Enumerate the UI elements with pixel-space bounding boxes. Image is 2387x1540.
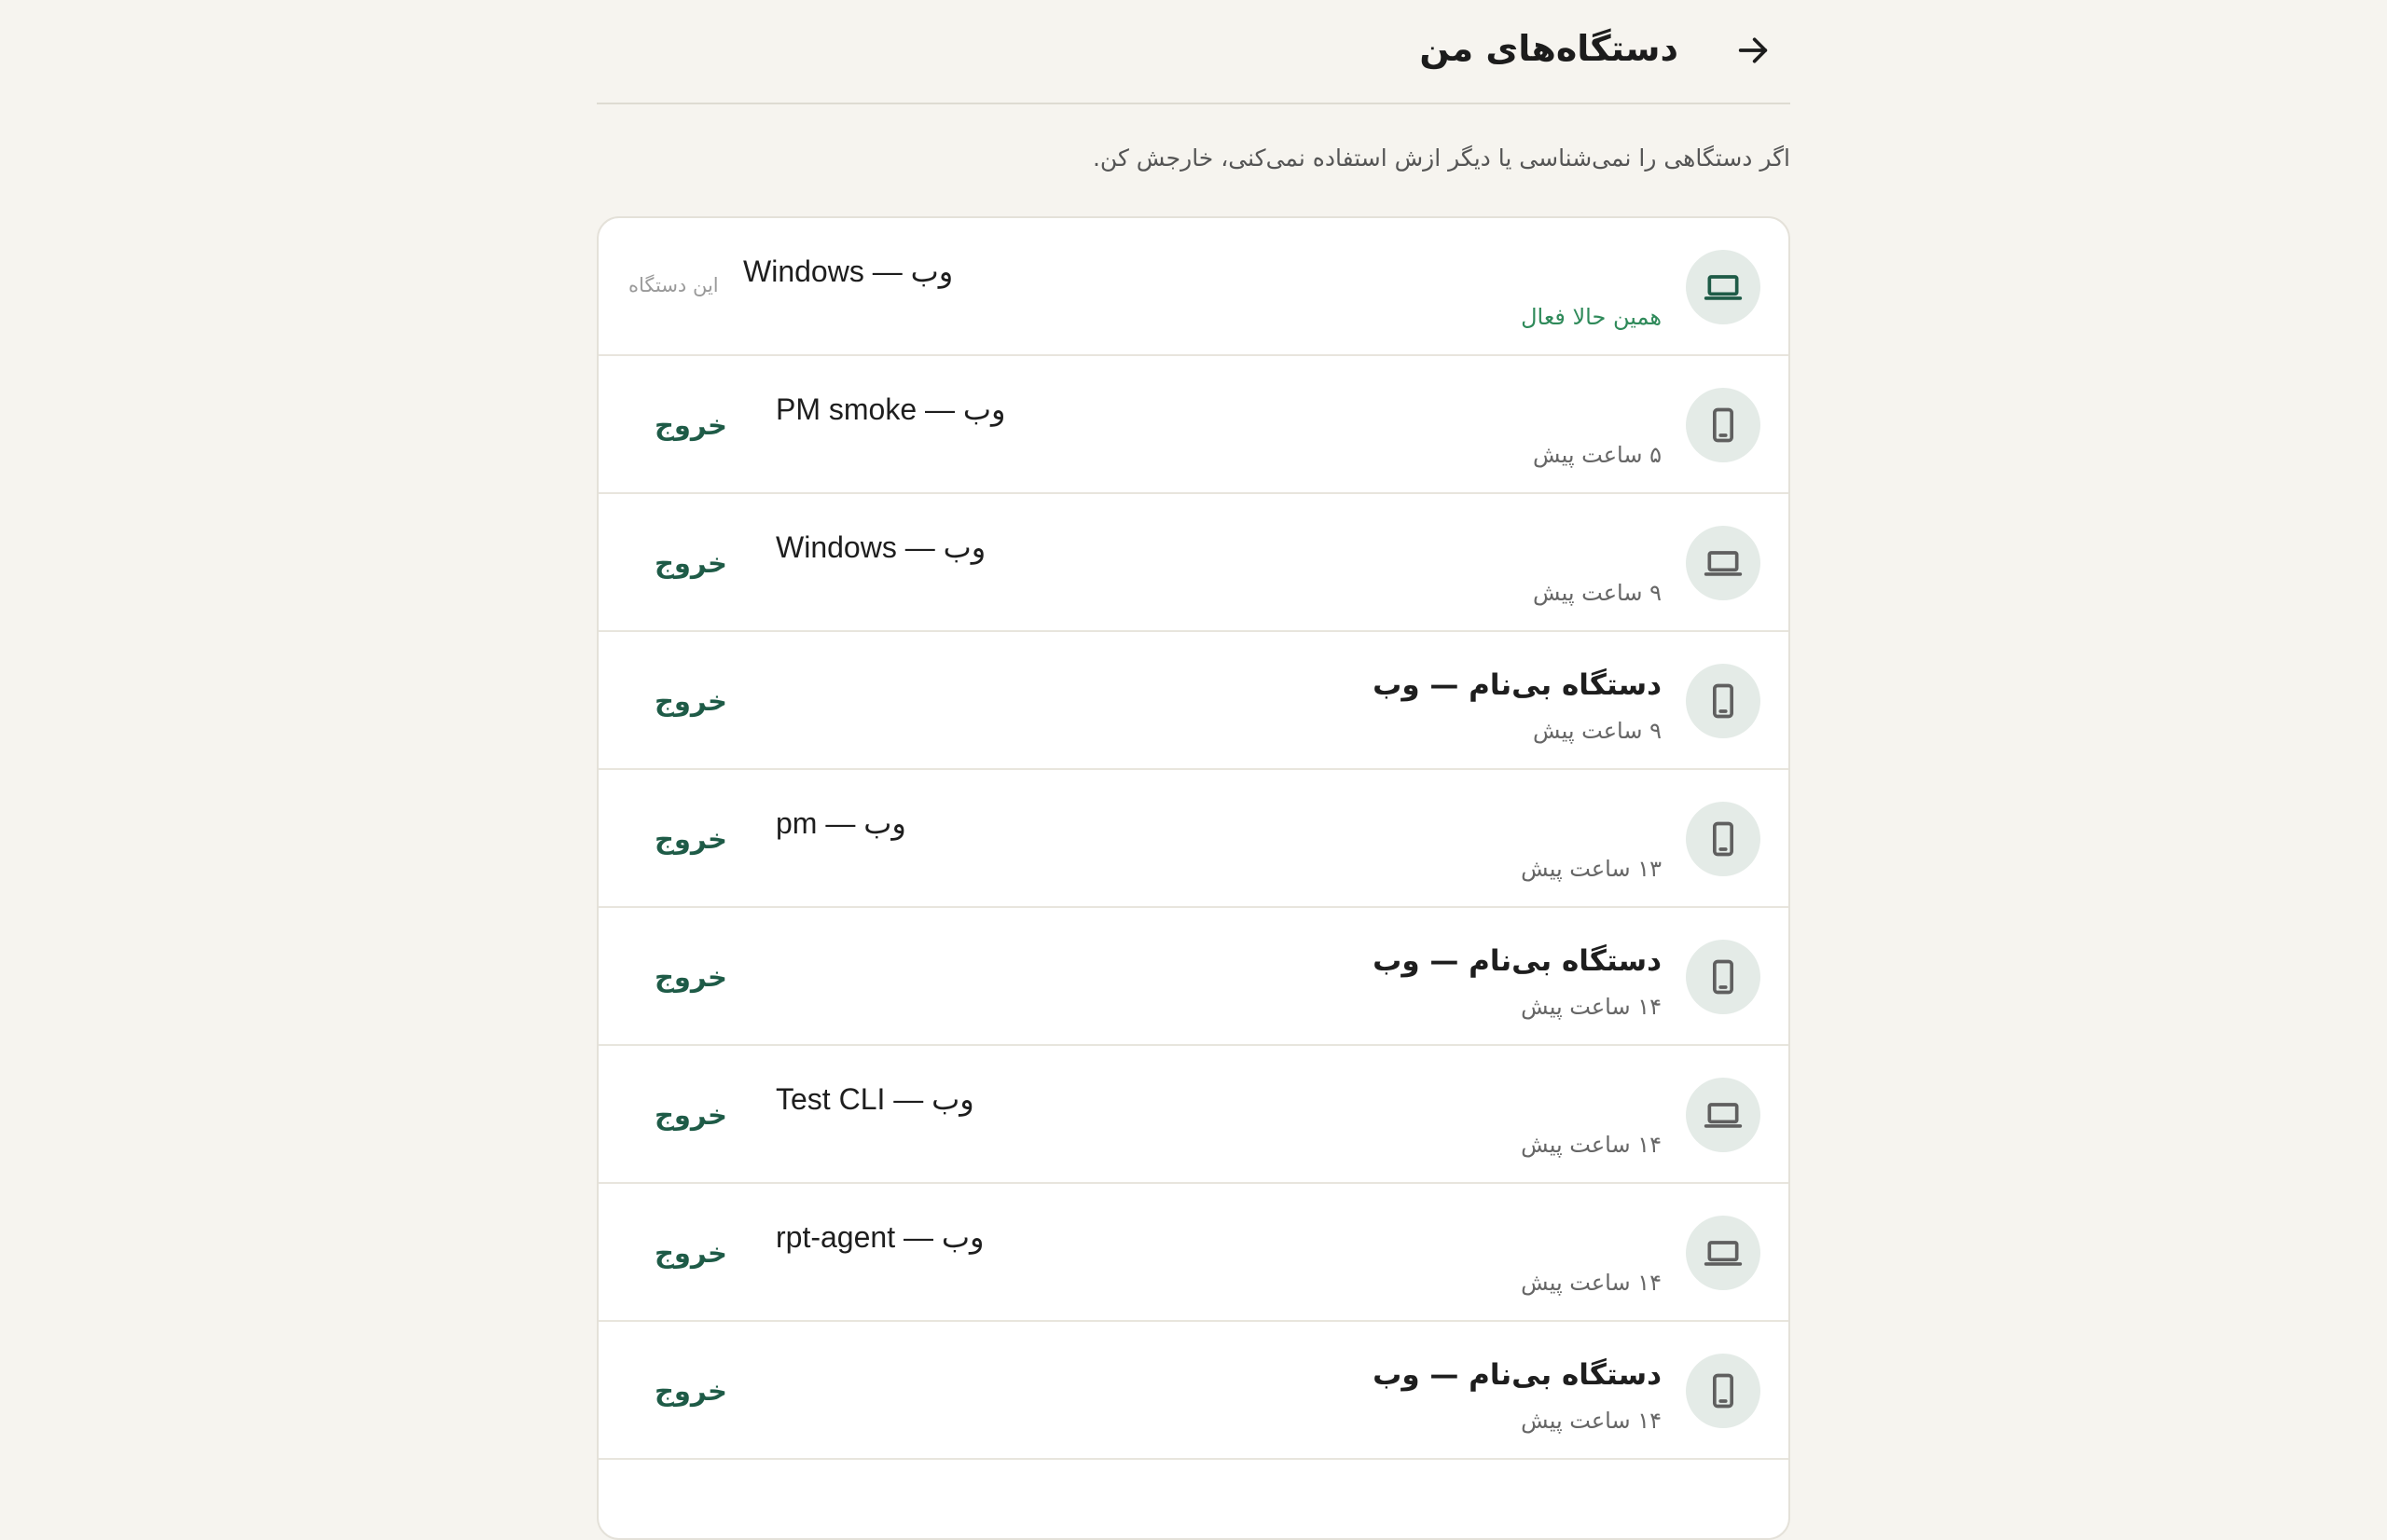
device-row [599,1046,1788,1184]
device-row [599,494,1788,632]
phone-icon [1686,664,1760,738]
device-name: دستگاه بی‌نام — وب [1373,944,1662,978]
phone-icon [1686,388,1760,462]
device-status: همین حالا فعال [1521,304,1662,330]
device-name: Windows — وب [776,530,987,564]
device-name: دستگاه بی‌نام — وب [1373,1358,1662,1392]
page-title: دستگاه‌های من [1419,28,1678,69]
page-description: اگر دستگاهی را نمی‌شناسی یا دیگر ازش استفاده نمی‌کنی، خارجش کن. [1092,144,1790,172]
devices-page [597,0,1790,1492]
device-name: PM smoke — وب [776,392,1006,426]
logout-button[interactable]: خروج [655,961,727,993]
device-row [599,632,1788,770]
logout-button[interactable]: خروج [655,823,727,855]
phone-icon [1686,940,1760,1014]
device-row-current [599,218,1788,356]
device-last-seen: ۹ ساعت پیش [1533,718,1662,744]
device-row [599,1184,1788,1322]
device-row [599,908,1788,1046]
laptop-icon [1686,1078,1760,1152]
device-row [599,1322,1788,1460]
device-name: pm — وب [776,806,906,840]
logout-button[interactable]: خروج [655,1237,727,1269]
device-last-seen: ۱۴ ساعت پیش [1521,1132,1662,1158]
device-name: Test CLI — وب [776,1082,974,1116]
logout-button[interactable]: خروج [655,1099,727,1131]
device-last-seen: ۱۴ ساعت پیش [1521,994,1662,1020]
arrow-right-icon [1734,32,1772,73]
phone-icon [1686,1354,1760,1428]
logout-button[interactable]: خروج [655,685,727,717]
back-button[interactable] [1725,24,1781,80]
this-device-label: این دستگاه [628,274,719,296]
device-name: rpt-agent — وب [776,1220,985,1254]
devices-list [597,216,1790,1540]
logout-button[interactable]: خروج [655,547,727,579]
device-row [599,770,1788,908]
device-last-seen: ۱۴ ساعت پیش [1521,1408,1662,1434]
phone-icon [1686,802,1760,876]
device-last-seen: ۱۳ ساعت پیش [1521,856,1662,882]
laptop-icon [1686,1216,1760,1290]
logout-button[interactable]: خروج [655,409,727,441]
device-last-seen: ۱۴ ساعت پیش [1521,1270,1662,1296]
device-last-seen: ۹ ساعت پیش [1533,580,1662,606]
device-name: دستگاه بی‌نام — وب [1373,668,1662,702]
device-last-seen: ۵ ساعت پیش [1533,442,1662,468]
laptop-icon [1686,250,1760,324]
device-row [599,356,1788,494]
page-header [597,0,1790,104]
device-name: Windows — وب [743,254,954,288]
logout-button[interactable]: خروج [655,1375,727,1407]
laptop-icon [1686,526,1760,600]
